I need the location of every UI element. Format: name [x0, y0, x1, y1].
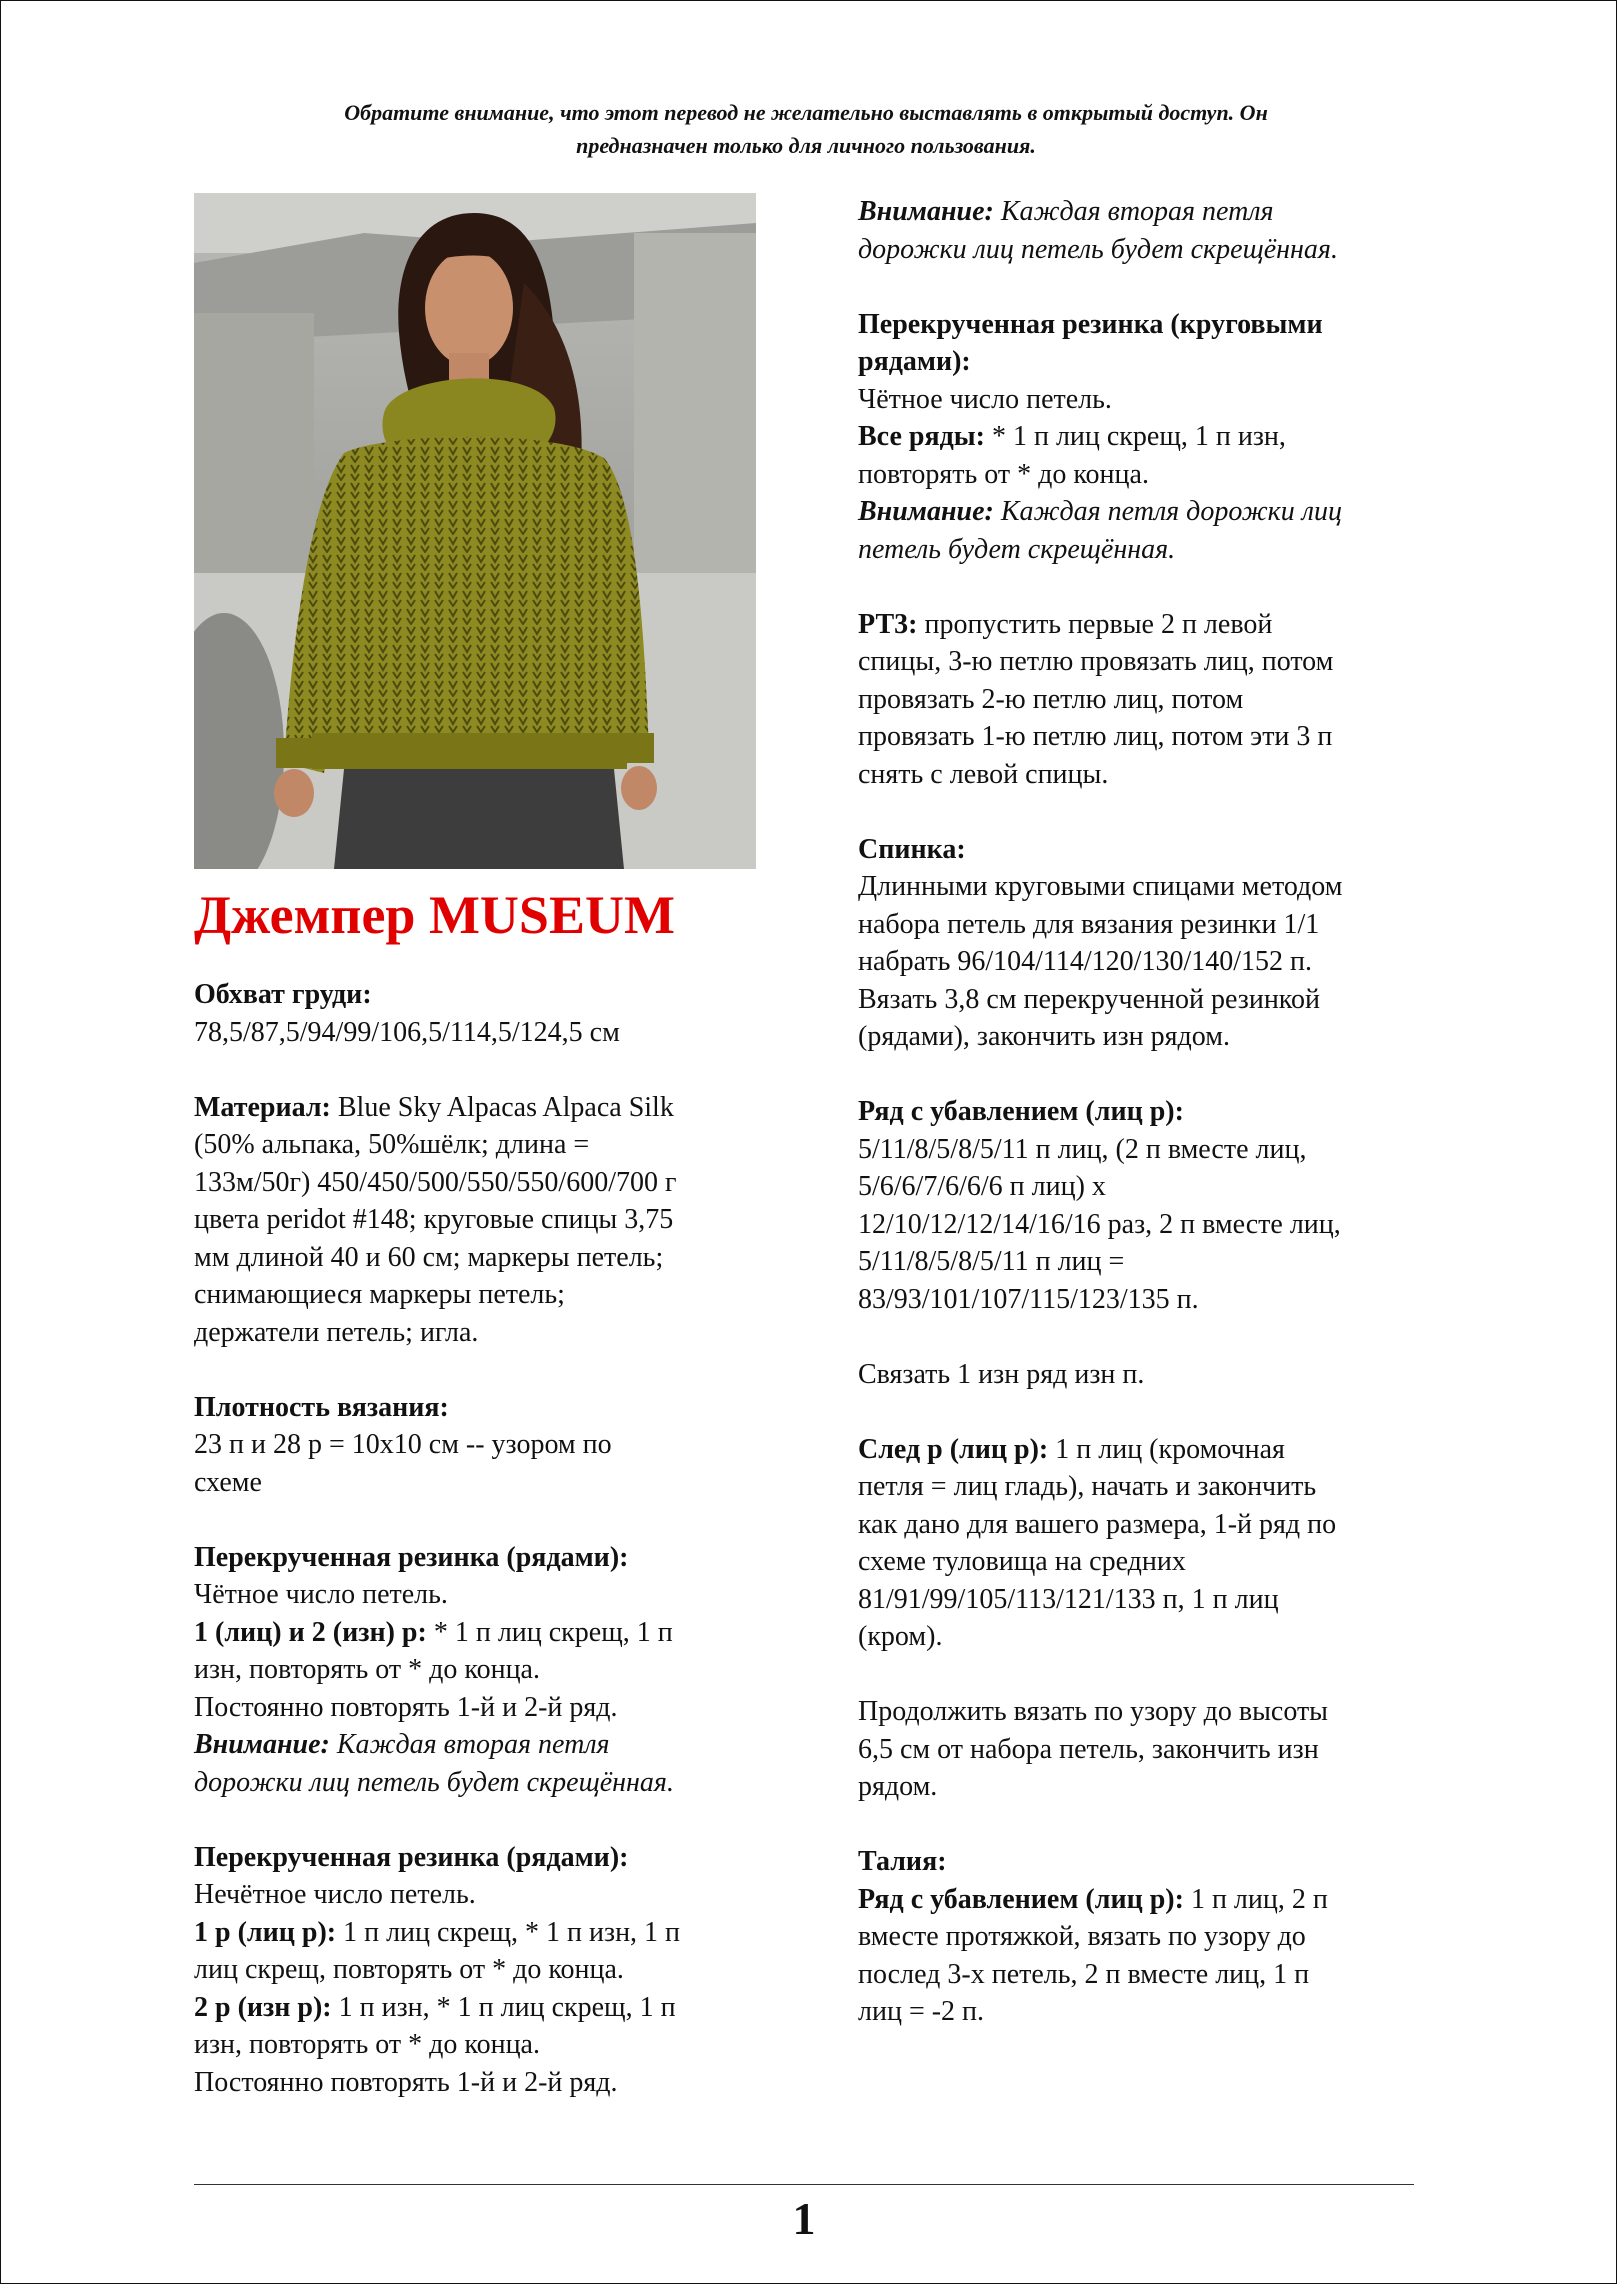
- abbr-text: снять с левой спицы.: [858, 758, 1109, 790]
- material-section: [194, 1089, 784, 1352]
- abbr-text: провязать 2-ю петлю лиц, потом: [858, 683, 1244, 715]
- abbr-text: спицы, 3-ю петлю провязать лиц, потом: [858, 646, 1334, 677]
- instruction-text: схеме туловища на средних: [858, 1546, 1186, 1577]
- twisted-rib-odd-section: [194, 1839, 784, 2102]
- notice-line: предназначен только для личного пользования.: [576, 133, 1036, 158]
- abbr-label: РТ3:: [858, 608, 918, 640]
- row-text: * 1 п лиц скрещ, 1 п: [426, 1616, 673, 1648]
- note-text: дорожки лиц петель будет скрещённая.: [194, 1766, 674, 1798]
- instruction-text: послед 3-х петель, 2 п вместе лиц, 1 п: [858, 1958, 1310, 1990]
- gauge-section: [194, 1389, 784, 1502]
- material-text: цвета peridot #148; круговые спицы 3,75: [194, 1204, 674, 1235]
- material-label: Материал:: [194, 1091, 331, 1123]
- instruction-text: 6,5 см от набора петель, закончить изн: [858, 1733, 1319, 1765]
- instruction-text: Связать 1 изн ряд изн п.: [858, 1358, 1145, 1390]
- note-label: Внимание:: [858, 196, 994, 227]
- stitch-count: Нечётное число петель.: [194, 1879, 476, 1910]
- note-text: Каждая вторая петля: [329, 1729, 610, 1760]
- row-label: Ряд с убавлением (лиц р):: [858, 1883, 1184, 1915]
- notice-line: Обратите внимание, что этот перевод не желательно выставлять в открытый доступ. Он: [344, 100, 1268, 125]
- instruction-text: 12/10/12/12/14/16/16 раз, 2 п вместе лиц,: [858, 1208, 1341, 1240]
- row-text: лиц скрещ, повторять от * до конца.: [194, 1954, 624, 1985]
- back-section: [858, 831, 1428, 1056]
- row-label: 1 р (лиц р):: [194, 1916, 337, 1948]
- row-text: повторять от * до конца.: [858, 458, 1149, 490]
- note-text: петель будет скрещённая.: [858, 533, 1176, 565]
- row-label: Все ряды:: [858, 421, 985, 452]
- abbr-text: пропустить первые 2 п левой: [917, 608, 1273, 640]
- note-section: [858, 193, 1428, 268]
- continue-section: [858, 1693, 1428, 1806]
- instruction-text: лиц = -2 п.: [858, 1996, 985, 2027]
- bust-section: [194, 976, 784, 1051]
- waist-section: [858, 1843, 1428, 2031]
- right-column: [858, 193, 1428, 2031]
- section-heading: рядами):: [858, 346, 971, 377]
- material-text: 133м/50г) 450/450/500/550/550/600/700 г: [194, 1166, 677, 1198]
- page-number: 1: [792, 2193, 816, 2244]
- decrease-row-section: [858, 1093, 1428, 1318]
- pattern-title: Джемпер MUSEUM: [194, 885, 675, 945]
- instruction-text: Длинными круговыми спицами методом: [858, 871, 1343, 902]
- row-text: изн, повторять от * до конца.: [194, 2029, 540, 2060]
- row-text: * 1 п лиц скрещ, 1 п изн,: [984, 421, 1286, 452]
- section-heading: Спинка:: [858, 833, 966, 865]
- instruction-text: 81/91/99/105/113/121/133 п, 1 п лиц: [858, 1583, 1279, 1615]
- abbr-text: провязать 1-ю петлю лиц, потом эти 3 п: [858, 721, 1333, 752]
- bust-label: Обхват груди:: [194, 979, 372, 1010]
- instruction-text: (кром).: [858, 1621, 943, 1652]
- section-heading: Ряд с убавлением (лиц р):: [858, 1096, 1184, 1127]
- section-heading: Перекрученная резинка (круговыми: [858, 308, 1323, 340]
- repeat-text: Постоянно повторять 1-й и 2-й ряд.: [194, 1691, 618, 1723]
- stitch-count: Чётное число петель.: [194, 1579, 448, 1610]
- instruction-text: петля = лиц гладь), начать и закончить: [858, 1471, 1317, 1502]
- note-text: Каждая петля дорожки лиц: [993, 496, 1342, 527]
- row-label: След р (лиц р):: [858, 1433, 1049, 1465]
- section-heading: Перекрученная резинка (рядами):: [194, 1841, 629, 1873]
- next-row-section: [858, 1431, 1428, 1656]
- instruction-text: 83/93/101/107/115/123/135 п.: [858, 1283, 1199, 1315]
- twisted-rib-even-section: [194, 1539, 784, 1802]
- note-text: Каждая вторая петля: [993, 196, 1274, 227]
- section-heading: Талия:: [858, 1846, 947, 1877]
- bust-value: 78,5/87,5/94/99/106,5/114,5/124,5 см: [194, 1016, 620, 1048]
- instruction-text: 5/6/6/7/6/6/6 п лиц) х: [858, 1171, 1106, 1202]
- material-text: (50% альпака, 50%шёлк; длина =: [194, 1129, 590, 1160]
- instruction-text: 1 п лиц, 2 п: [1183, 1883, 1328, 1915]
- instruction-text: как дано для вашего размера, 1-й ряд по: [858, 1508, 1337, 1540]
- repeat-text: Постоянно повторять 1-й и 2-й ряд.: [194, 2066, 618, 2098]
- note-label: Внимание:: [194, 1729, 330, 1760]
- instruction-text: набрать 96/104/114/120/130/140/152 п.: [858, 946, 1312, 977]
- instruction-text: Продолжить вязать по узору до высоты: [858, 1696, 1328, 1727]
- row-text: изн, повторять от * до конца.: [194, 1654, 540, 1685]
- stitch-count: Чётное число петель.: [858, 383, 1112, 415]
- instruction-text: вместе протяжкой, вязать по узору до: [858, 1921, 1306, 1952]
- instruction-text: Вязать 3,8 см перекрученной резинкой: [858, 983, 1320, 1015]
- purl-row-section: [858, 1356, 1428, 1394]
- model-photo: [194, 193, 756, 869]
- gauge-label: Плотность вязания:: [194, 1391, 449, 1423]
- material-text: Blue Sky Alpacas Alpaca Silk: [337, 1091, 674, 1123]
- instruction-text: рядом.: [858, 1771, 938, 1802]
- left-column: [194, 886, 784, 2101]
- row-label: 2 р (изн р):: [194, 1991, 332, 2023]
- rt3-section: [858, 606, 1428, 794]
- section-heading: Перекрученная резинка (рядами):: [194, 1541, 629, 1573]
- twisted-rib-round-section: [858, 306, 1428, 569]
- row-label: 1 (лиц) и 2 (изн) р:: [194, 1616, 427, 1648]
- gauge-text: схеме: [194, 1466, 262, 1498]
- instruction-text: 5/11/8/5/8/5/11 п лиц =: [858, 1246, 1125, 1277]
- footer-divider: [194, 2184, 1414, 2185]
- note-label: Внимание:: [858, 496, 994, 527]
- privacy-notice: [196, 96, 1416, 162]
- row-text: 1 п лиц скрещ, * 1 п изн, 1 п: [336, 1916, 681, 1948]
- gauge-text: 23 п и 28 р = 10х10 см -- узором по: [194, 1429, 612, 1460]
- material-text: мм длиной 40 и 60 см; маркеры петель;: [194, 1241, 664, 1273]
- material-text: снимающиеся маркеры петель;: [194, 1279, 565, 1310]
- material-text: держатели петель; игла.: [194, 1316, 479, 1348]
- instruction-text: набора петель для вязания резинки 1/1: [858, 908, 1320, 940]
- row-text: 1 п изн, * 1 п лиц скрещ, 1 п: [331, 1991, 676, 2023]
- instruction-text: (рядами), закончить изн рядом.: [858, 1021, 1230, 1052]
- instruction-text: 5/11/8/5/8/5/11 п лиц, (2 п вместе лиц,: [858, 1133, 1307, 1165]
- instruction-text: 1 п лиц (кромочная: [1048, 1433, 1285, 1465]
- note-text: дорожки лиц петель будет скрещённая.: [858, 233, 1338, 265]
